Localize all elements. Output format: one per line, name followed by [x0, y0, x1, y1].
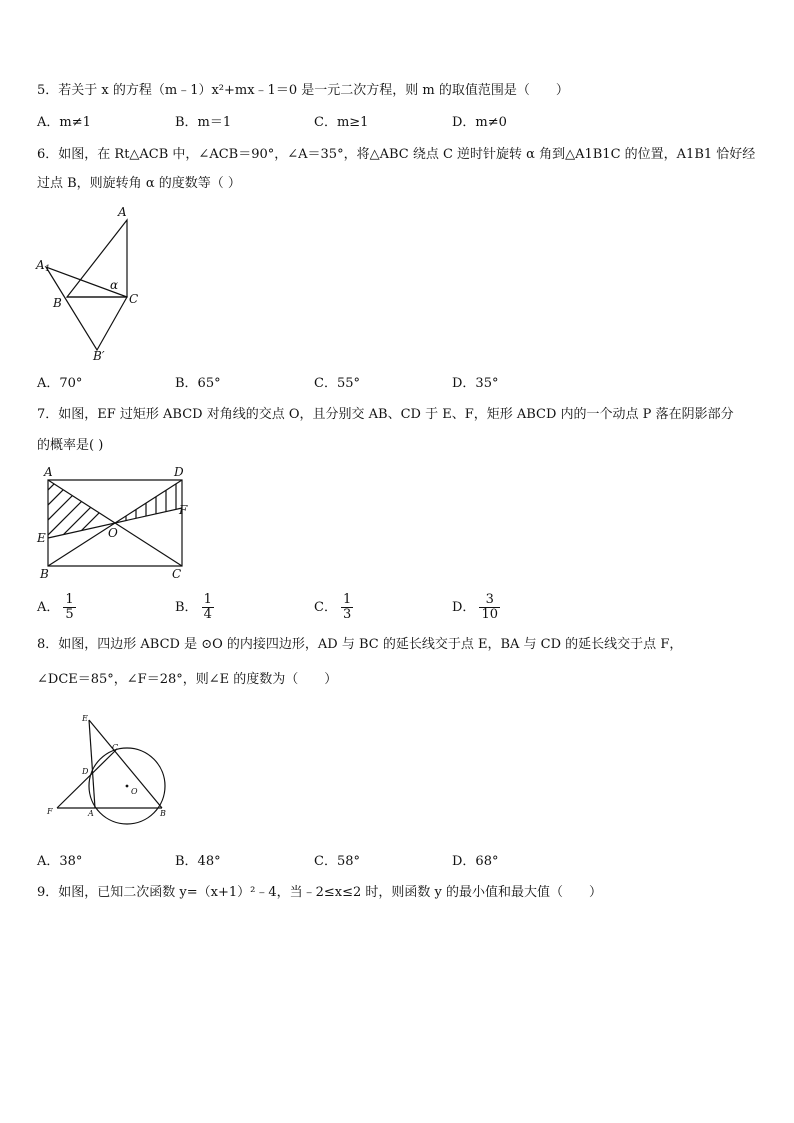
q8-option-c[interactable]: C．58° [314, 854, 360, 869]
q8-center-dot [126, 785, 128, 787]
q6-options [37, 375, 777, 393]
q6-label-a1: A [36, 258, 45, 272]
q7-label-a: A [44, 465, 53, 479]
q8-stem-line1: 8．如图，四边形 ABCD 是 ⊙O 的内接四边形，AD 与 BC 的延长线交于点 E，BA 与 CD 的延长线交于点 F， [37, 637, 683, 652]
q7-option-b[interactable] [175, 588, 214, 628]
q7-option-b-numerator: 1 [203, 592, 212, 607]
q5-option-c[interactable]: C．m≥1 [314, 115, 369, 130]
q8-label-e: E [82, 714, 88, 723]
q7-option-b-letter: B． [175, 600, 198, 615]
q8-label-f: F [47, 807, 53, 816]
q7-label-d: D [174, 465, 184, 479]
q5-option-b[interactable]: B．m＝1 [175, 115, 232, 130]
q8-label-b: B [160, 809, 166, 818]
q6-option-d[interactable]: D．35° [452, 376, 499, 391]
q7-option-d-denominator: 10 [481, 607, 498, 622]
q7-option-a-fraction [63, 593, 75, 622]
q8-stem-line2: ∠DCE＝85°，∠F＝28°，则∠E 的度数为（ ） [37, 672, 338, 687]
q7-option-c[interactable] [314, 588, 353, 628]
q6-stem-line2: 过点 B，则旋转角 α 的度数等（ ） [37, 176, 241, 191]
q9-stem: 9．如图，已知二次函数 y=（x+1）²﹣4，当﹣2≤x≤2 时，则函数 y 的最小值和最大值（ ） [37, 885, 603, 900]
q5-options [37, 114, 777, 132]
q5-option-d[interactable]: D．m≠0 [452, 115, 507, 130]
q7-option-a[interactable] [37, 588, 76, 628]
q6-option-b[interactable]: B．65° [175, 376, 221, 391]
q7-option-b-fraction [202, 593, 214, 622]
q8-figure [40, 708, 180, 833]
q8-line-fc [57, 750, 116, 808]
q5-stem: 5．若关于 x 的方程（m﹣1）x²+mx﹣1＝0 是一元二次方程，则 m 的取值范围是（ ） [37, 83, 569, 98]
q7-option-a-letter: A． [37, 600, 60, 615]
q8-label-o: O [131, 787, 138, 796]
q8-label-d: D [82, 767, 89, 776]
q7-option-d-letter: D． [452, 600, 476, 615]
q6-label-c: C [129, 292, 139, 306]
q7-label-e: E [37, 531, 46, 545]
q7-label-c: C [172, 567, 182, 581]
q6-label-alpha: α [110, 278, 119, 292]
q5-option-a[interactable]: A．m≠1 [37, 115, 91, 130]
q8-option-b[interactable]: B．48° [175, 854, 221, 869]
q8-line-eb [89, 720, 162, 808]
q8-label-c: C [112, 743, 119, 752]
q7-option-c-letter: C． [314, 600, 337, 615]
q7-option-a-denominator: 5 [65, 607, 74, 622]
q7-option-c-denominator: 3 [342, 607, 352, 622]
q8-label-a: A [88, 809, 94, 818]
q6-option-a[interactable]: A．70° [37, 376, 83, 391]
q7-stem-line2: 的概率是( ) [37, 438, 104, 453]
q8-options [37, 853, 777, 871]
q6-option-c[interactable]: C．55° [314, 376, 360, 391]
q7-option-d-numerator: 3 [479, 593, 500, 608]
q6-label-a1-sub: 1 [45, 264, 51, 273]
q7-stem-line1: 7．如图，EF 过矩形 ABCD 对角线的交点 O，且分别交 AB、CD 于 E、F，矩形 ABCD 内的一个动点 P 落在阴影部分 [37, 407, 734, 422]
q6-figure [30, 200, 160, 365]
q6-label-b: B [53, 296, 62, 310]
q7-figure [30, 462, 200, 587]
q7-options [37, 588, 777, 628]
q7-option-c-numerator: 1 [342, 592, 352, 607]
q6-stem-line1: 6．如图，在 Rt△ACB 中，∠ACB＝90°，∠A＝35°，将△ABC 绕点 C 逆时针旋转 α 角到△A1B1C 的位置，A1B1 恰好经 [37, 147, 756, 162]
q6-label-b1: B′ [93, 349, 105, 363]
q7-label-f: F [179, 503, 188, 517]
q7-label-b: B [40, 567, 49, 581]
q8-option-d[interactable]: D．68° [452, 854, 499, 869]
q7-label-o: O [108, 526, 118, 540]
q7-option-d[interactable] [452, 588, 500, 628]
q7-option-b-denominator: 4 [203, 607, 212, 622]
q7-option-c-fraction [341, 593, 353, 622]
q8-option-a[interactable]: A．38° [37, 854, 83, 869]
q7-shaded-right [126, 482, 176, 532]
q7-option-d-fraction [479, 593, 500, 622]
q6-label-a: A [118, 205, 127, 219]
q7-option-a-numerator: 1 [65, 592, 74, 607]
